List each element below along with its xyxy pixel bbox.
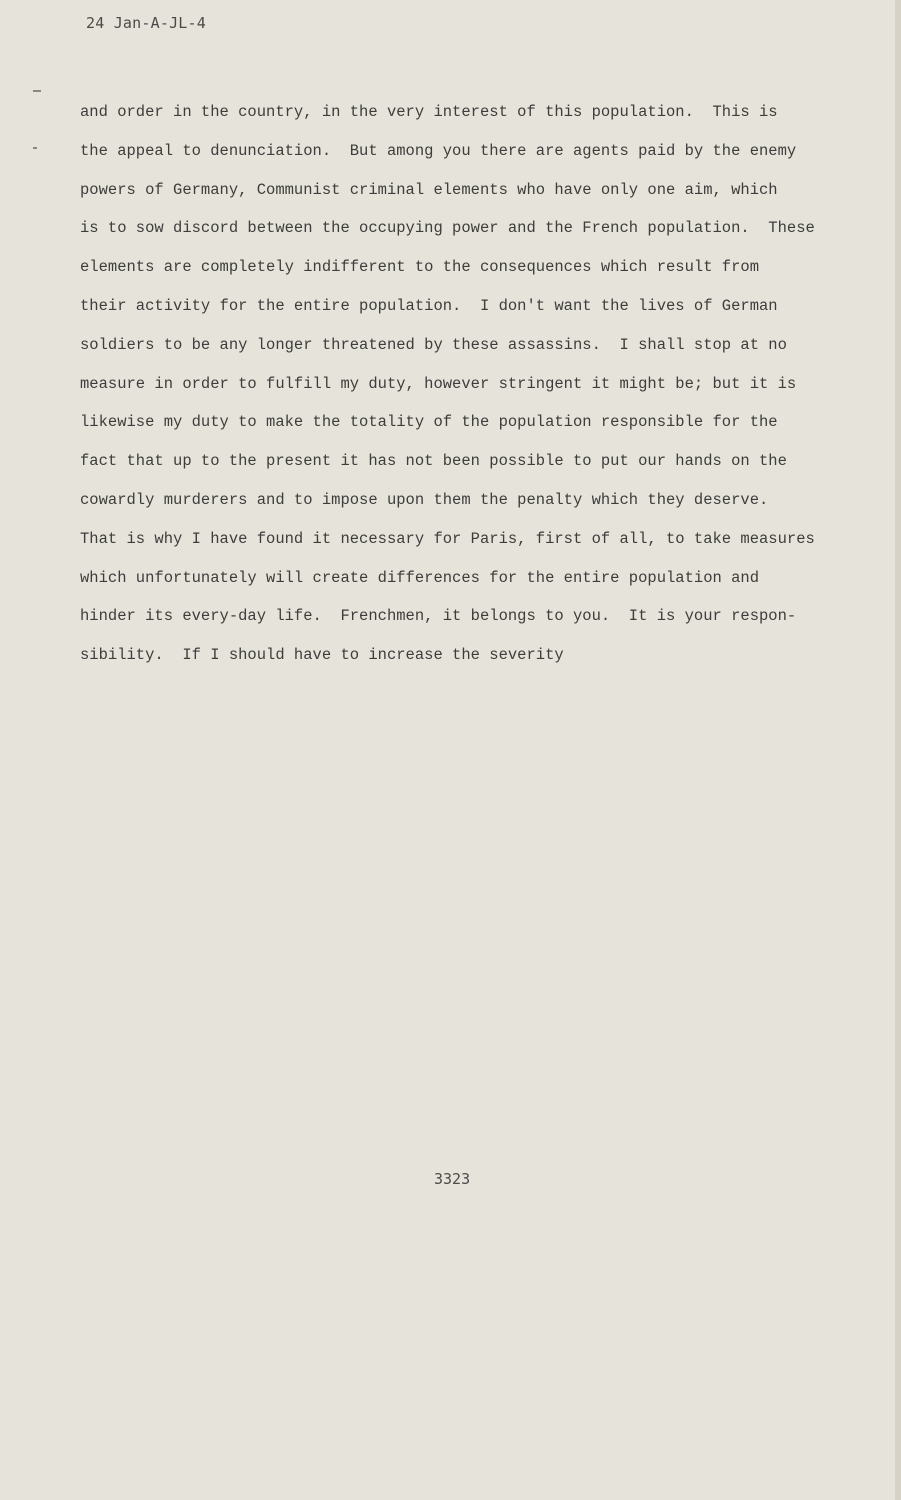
- typed-body-text: [80, 93, 870, 675]
- text-line: the appeal to denunciation. But among you there are agents paid by the enemy: [80, 141, 797, 160]
- text-line: sibility. If I should have to increase the severity: [80, 646, 564, 665]
- text-line: cowardly murderers and to impose upon them the penalty which they deserve.: [80, 490, 769, 509]
- text-line: likewise my duty to make the totality of the population responsible for the: [80, 413, 778, 432]
- page-edge: [895, 0, 901, 1500]
- text-line: fact that up to the present it has not been possible to put our hands on the: [80, 452, 787, 471]
- margin-mark: [33, 90, 41, 92]
- text-line: is to sow discord between the occupying power and the French population. These: [80, 219, 815, 238]
- text-line: their activity for the entire population. I don't want the lives of German: [80, 296, 778, 315]
- text-line: measure in order to fulfill my duty, however stringent it might be; but it is: [80, 374, 797, 393]
- margin-mark: [33, 147, 37, 149]
- text-line: which unfortunately will create differences for the entire population and: [80, 568, 760, 587]
- text-line: elements are completely indifferent to the consequences which result from: [80, 258, 760, 277]
- text-line: and order in the country, in the very interest of this population. This is: [80, 103, 778, 121]
- text-line: soldiers to be any longer threatened by these assassins. I shall stop at no: [80, 335, 787, 354]
- text-line: That is why I have found it necessary for Paris, first of all, to take measures: [80, 529, 815, 548]
- page-number: 3323: [434, 1170, 471, 1188]
- document-reference-header: 24 Jan-A-JL-4: [86, 14, 206, 32]
- text-line: powers of Germany, Communist criminal elements who have only one aim, which: [80, 180, 778, 199]
- text-line: hinder its every-day life. Frenchmen, it belongs to you. It is your respon-: [80, 607, 797, 626]
